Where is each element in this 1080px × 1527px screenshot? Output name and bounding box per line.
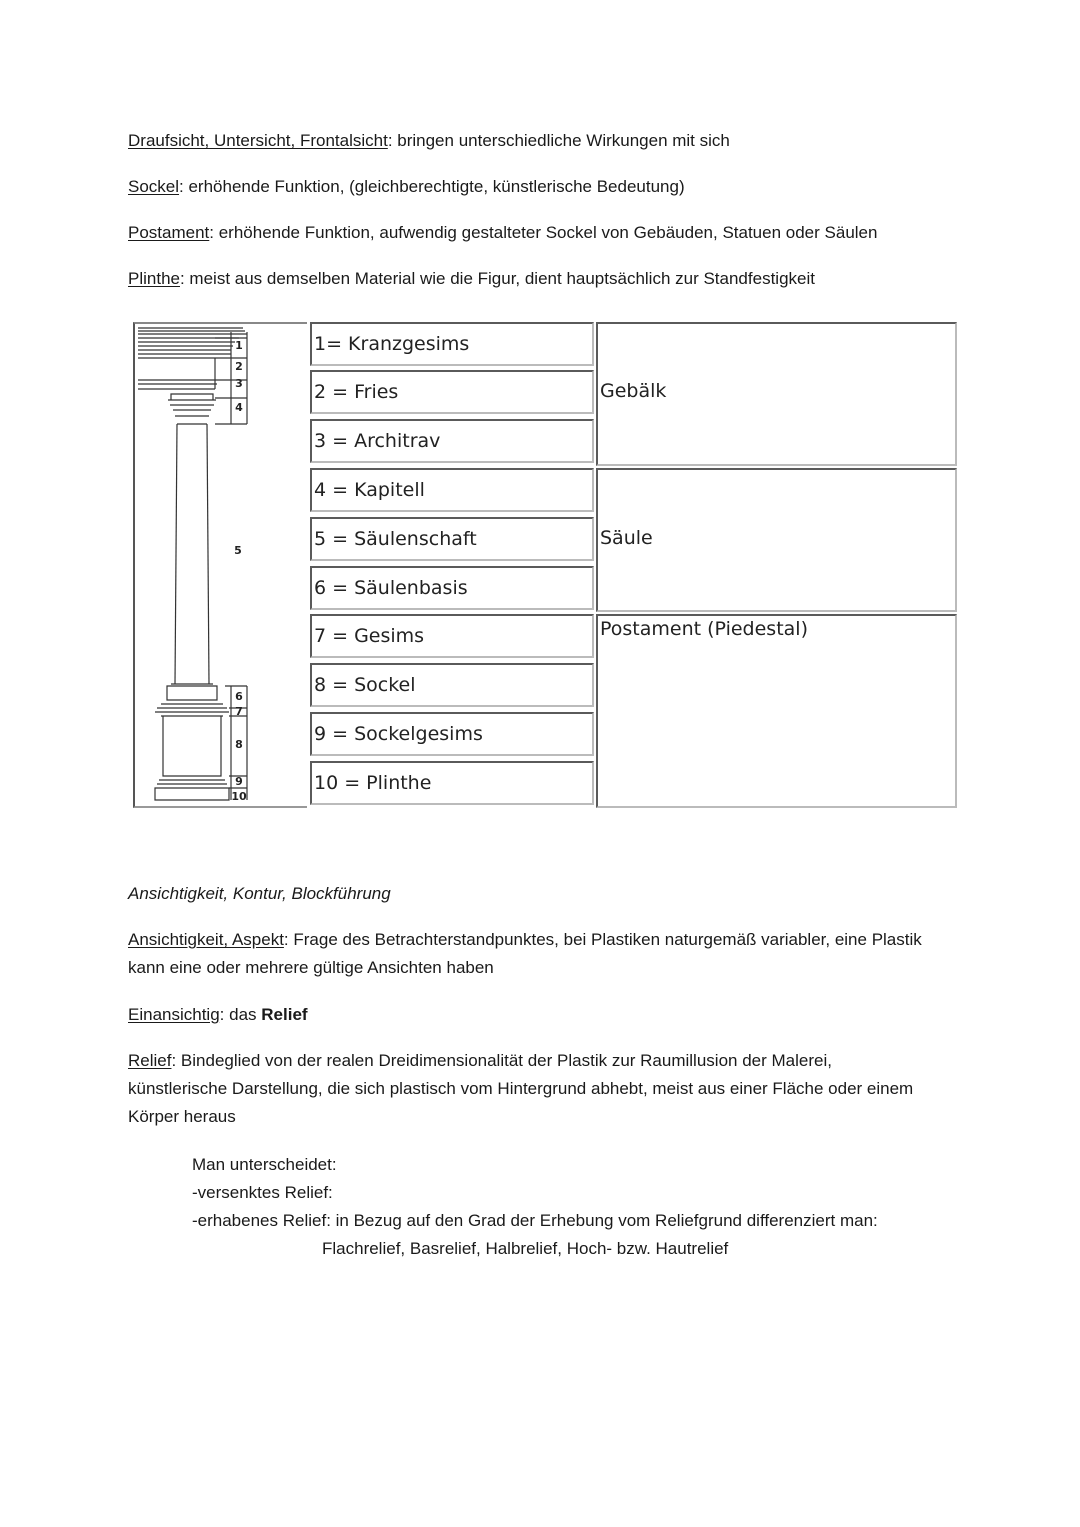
group-saeule xyxy=(596,468,957,612)
term-einansichtig: Einansichtig xyxy=(128,1005,220,1024)
label-sockel: 8 = Sockel xyxy=(310,663,594,707)
group-saeule-label: Säule xyxy=(600,527,653,549)
definition-sockel xyxy=(128,173,948,201)
label-saeulenschaft: 5 = Säulenschaft xyxy=(310,517,594,561)
label-sockelgesims: 9 = Sockelgesims xyxy=(310,712,594,756)
definition-relief xyxy=(128,1047,928,1131)
definition-views-text: : bringen unterschiedliche Wirkungen mit sich xyxy=(387,131,730,150)
definition-relief-text: : Bindeglied von der realen Dreidimensionalität der Plastik zur Raumillusion der Malerei, künstlerische Darstellung, die sich plastisch vom Hintergrund abhebt, meist aus einer Fläche oder einem Körper heraus xyxy=(128,1051,914,1126)
column-number-9: 9 xyxy=(235,775,243,788)
column-number-10: 10 xyxy=(231,790,247,803)
relief-type-versenkt: -versenktes Relief: xyxy=(192,1183,333,1202)
group-postament xyxy=(596,614,957,808)
label-kapitell: 4 = Kapitell xyxy=(310,468,594,512)
group-gebaelk xyxy=(596,322,957,466)
label-architrav: 3 = Architrav xyxy=(310,419,594,463)
definition-plinthe-text: : meist aus demselben Material wie die Figur, dient hauptsächlich zur Standfestigkeit xyxy=(179,269,815,288)
column-diagram xyxy=(133,322,957,808)
section-heading: Ansichtigkeit, Kontur, Blockführung xyxy=(128,884,391,903)
definition-views xyxy=(128,127,948,155)
term-postament: Postament xyxy=(128,223,210,242)
definition-ansichtigkeit xyxy=(128,926,948,982)
relief-types-intro: Man unterscheidet: xyxy=(192,1155,337,1174)
group-gebaelk-label: Gebälk xyxy=(600,380,667,402)
label-kranzgesims: 1= Kranzgesims xyxy=(310,322,594,366)
einansichtig-relief: Relief xyxy=(261,1005,308,1024)
relief-type-grades: Flachrelief, Basrelief, Halbrelief, Hoch- bzw. Hautrelief xyxy=(322,1239,729,1258)
group-postament-label: Postament (Piedestal) xyxy=(600,618,808,640)
column-number-4: 4 xyxy=(235,401,243,414)
column-number-5: 5 xyxy=(234,544,242,557)
definition-postament-text: : erhöhende Funktion, aufwendig gestalteter Sockel von Gebäuden, Statuen oder Säulen xyxy=(209,223,878,242)
definition-einansichtig-text: : das xyxy=(219,1005,262,1024)
term-relief: Relief xyxy=(128,1051,172,1070)
label-fries: 2 = Fries xyxy=(310,370,594,414)
label-plinthe: 10 = Plinthe xyxy=(310,761,594,805)
term-ansichtigkeit: Ansichtigkeit, Aspekt xyxy=(128,930,284,949)
column-number-2: 2 xyxy=(235,360,243,373)
relief-type-erhaben: -erhabenes Relief: in Bezug auf den Grad der Erhebung vom Reliefgrund differenziert man: xyxy=(192,1211,878,1230)
label-saeulenbasis: 6 = Säulenbasis xyxy=(310,566,594,610)
column-number-6: 6 xyxy=(235,690,243,703)
definition-einansichtig xyxy=(128,1001,948,1029)
column-drawing xyxy=(135,324,305,806)
column-drawing-panel xyxy=(133,322,307,808)
column-number-1: 1 xyxy=(235,339,243,352)
label-gesims: 7 = Gesims xyxy=(310,614,594,658)
term-views: Draufsicht, Untersicht, Frontalsicht xyxy=(128,131,388,150)
column-number-7: 7 xyxy=(235,705,243,718)
term-sockel: Sockel xyxy=(128,177,180,196)
definition-sockel-text: : erhöhende Funktion, (gleichberechtigte, künstlerische Bedeutung) xyxy=(179,177,685,196)
column-number-8: 8 xyxy=(235,738,243,751)
relief-types xyxy=(192,1151,952,1263)
definition-ansichtigkeit-text: : Frage des Betrachterstandpunktes, bei Plastiken naturgemäß variabler, eine Plastik kann eine oder mehrere gültige Ansichten haben xyxy=(128,930,922,977)
definition-postament xyxy=(128,219,948,247)
definition-plinthe xyxy=(128,265,948,293)
column-number-3: 3 xyxy=(235,377,243,390)
term-plinthe: Plinthe xyxy=(128,269,180,288)
